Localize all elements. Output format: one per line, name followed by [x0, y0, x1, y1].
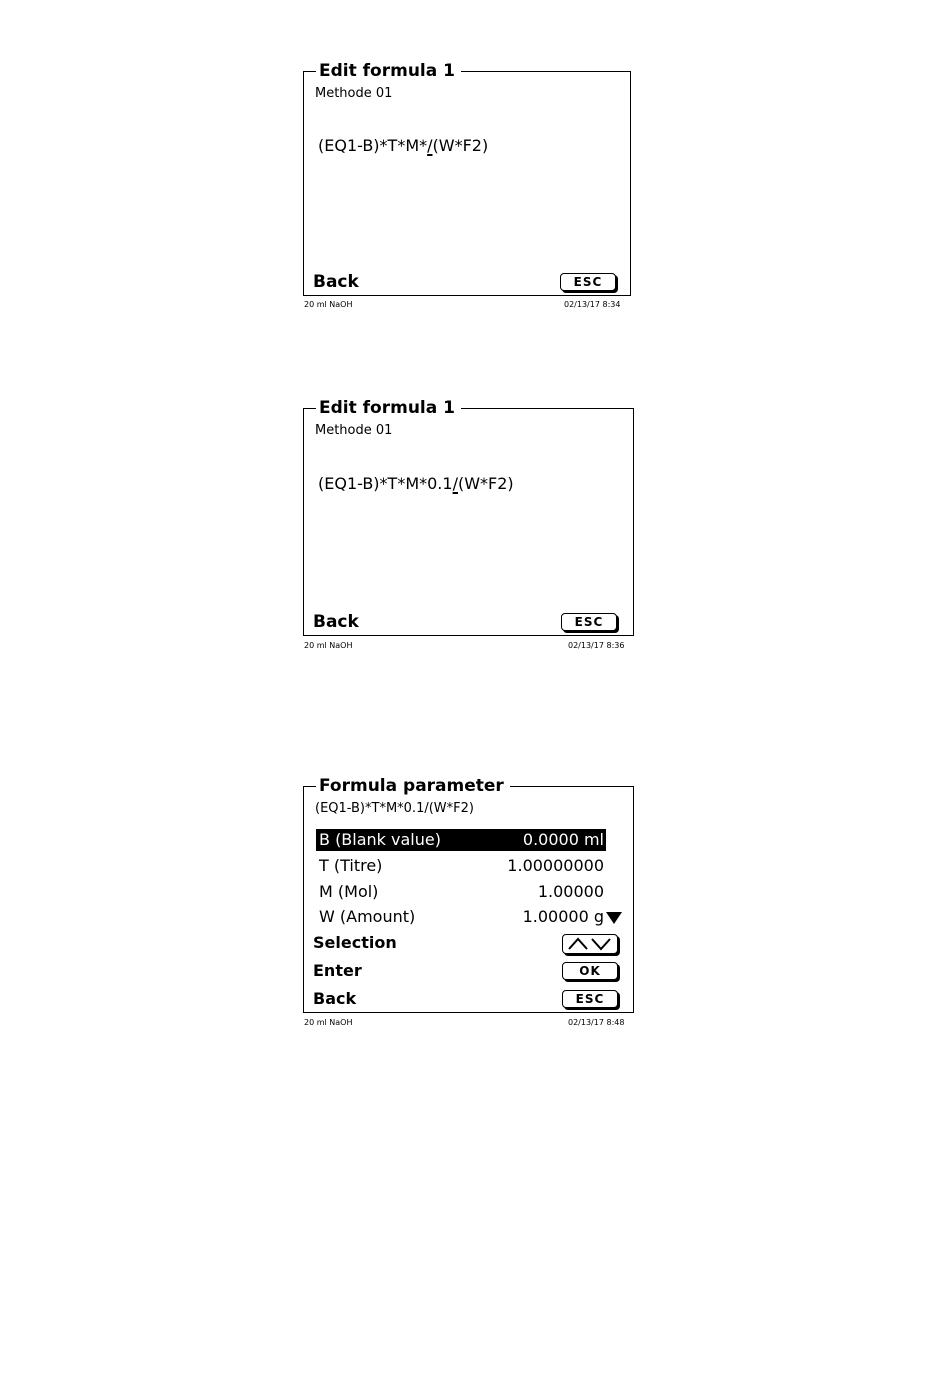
param-value: 1.00000 [537, 882, 604, 901]
param-value: 1.00000000 [507, 856, 604, 875]
param-label: W (Amount) [319, 907, 416, 926]
param-row-amount[interactable] [316, 906, 606, 928]
screen-title: Edit formula 1 [316, 62, 461, 80]
formula-text-after: (W*F2) [432, 136, 489, 155]
selection-label: Selection [313, 933, 397, 952]
scroll-down-icon [606, 912, 622, 924]
param-value: 0.0000 ml [522, 830, 604, 849]
formula-cursor: / [427, 136, 433, 155]
formula-editor[interactable] [318, 136, 488, 156]
formula-display: (EQ1-B)*T*M*0.1/(W*F2) [315, 801, 474, 816]
formula-text-after: (W*F2) [457, 474, 514, 493]
param-label: B (Blank value) [319, 830, 441, 849]
back-label: Back [313, 272, 359, 292]
up-down-arrows-button[interactable] [562, 934, 618, 954]
status-datetime: 02/13/17 8:48 [568, 1018, 625, 1027]
param-label: T (Titre) [319, 856, 383, 875]
status-datetime: 02/13/17 8:34 [564, 300, 621, 309]
param-label: M (Mol) [319, 882, 379, 901]
status-reagent: 20 ml NaOH [304, 300, 353, 309]
method-name: Methode 01 [315, 86, 393, 101]
back-label: Back [313, 612, 359, 632]
up-down-arrows-icon [563, 935, 617, 953]
enter-label: Enter [313, 961, 362, 980]
formula-editor[interactable] [318, 474, 514, 494]
formula-text-before: (EQ1-B)*T*M* [318, 136, 428, 155]
status-datetime: 02/13/17 8:36 [568, 641, 625, 650]
screen-title: Edit formula 1 [316, 399, 461, 417]
status-reagent: 20 ml NaOH [304, 1018, 353, 1027]
screen-title: Formula parameter [316, 777, 510, 795]
screen-frame [303, 398, 634, 636]
esc-button[interactable]: ESC [560, 273, 616, 291]
screen-frame [303, 776, 634, 1013]
method-name: Methode 01 [315, 423, 393, 438]
ok-button[interactable]: OK [562, 962, 618, 980]
back-label: Back [313, 989, 357, 1008]
param-row-blank-value[interactable] [316, 829, 606, 851]
status-reagent: 20 ml NaOH [304, 641, 353, 650]
param-value: 1.00000 g [522, 907, 604, 926]
formula-text-before: (EQ1-B)*T*M*0.1 [318, 474, 453, 493]
param-row-titre[interactable] [316, 855, 606, 877]
screen-frame [303, 61, 631, 296]
formula-cursor: / [452, 474, 458, 493]
esc-button[interactable]: ESC [562, 990, 618, 1008]
esc-button[interactable]: ESC [561, 613, 617, 631]
param-row-mol[interactable] [316, 881, 606, 903]
